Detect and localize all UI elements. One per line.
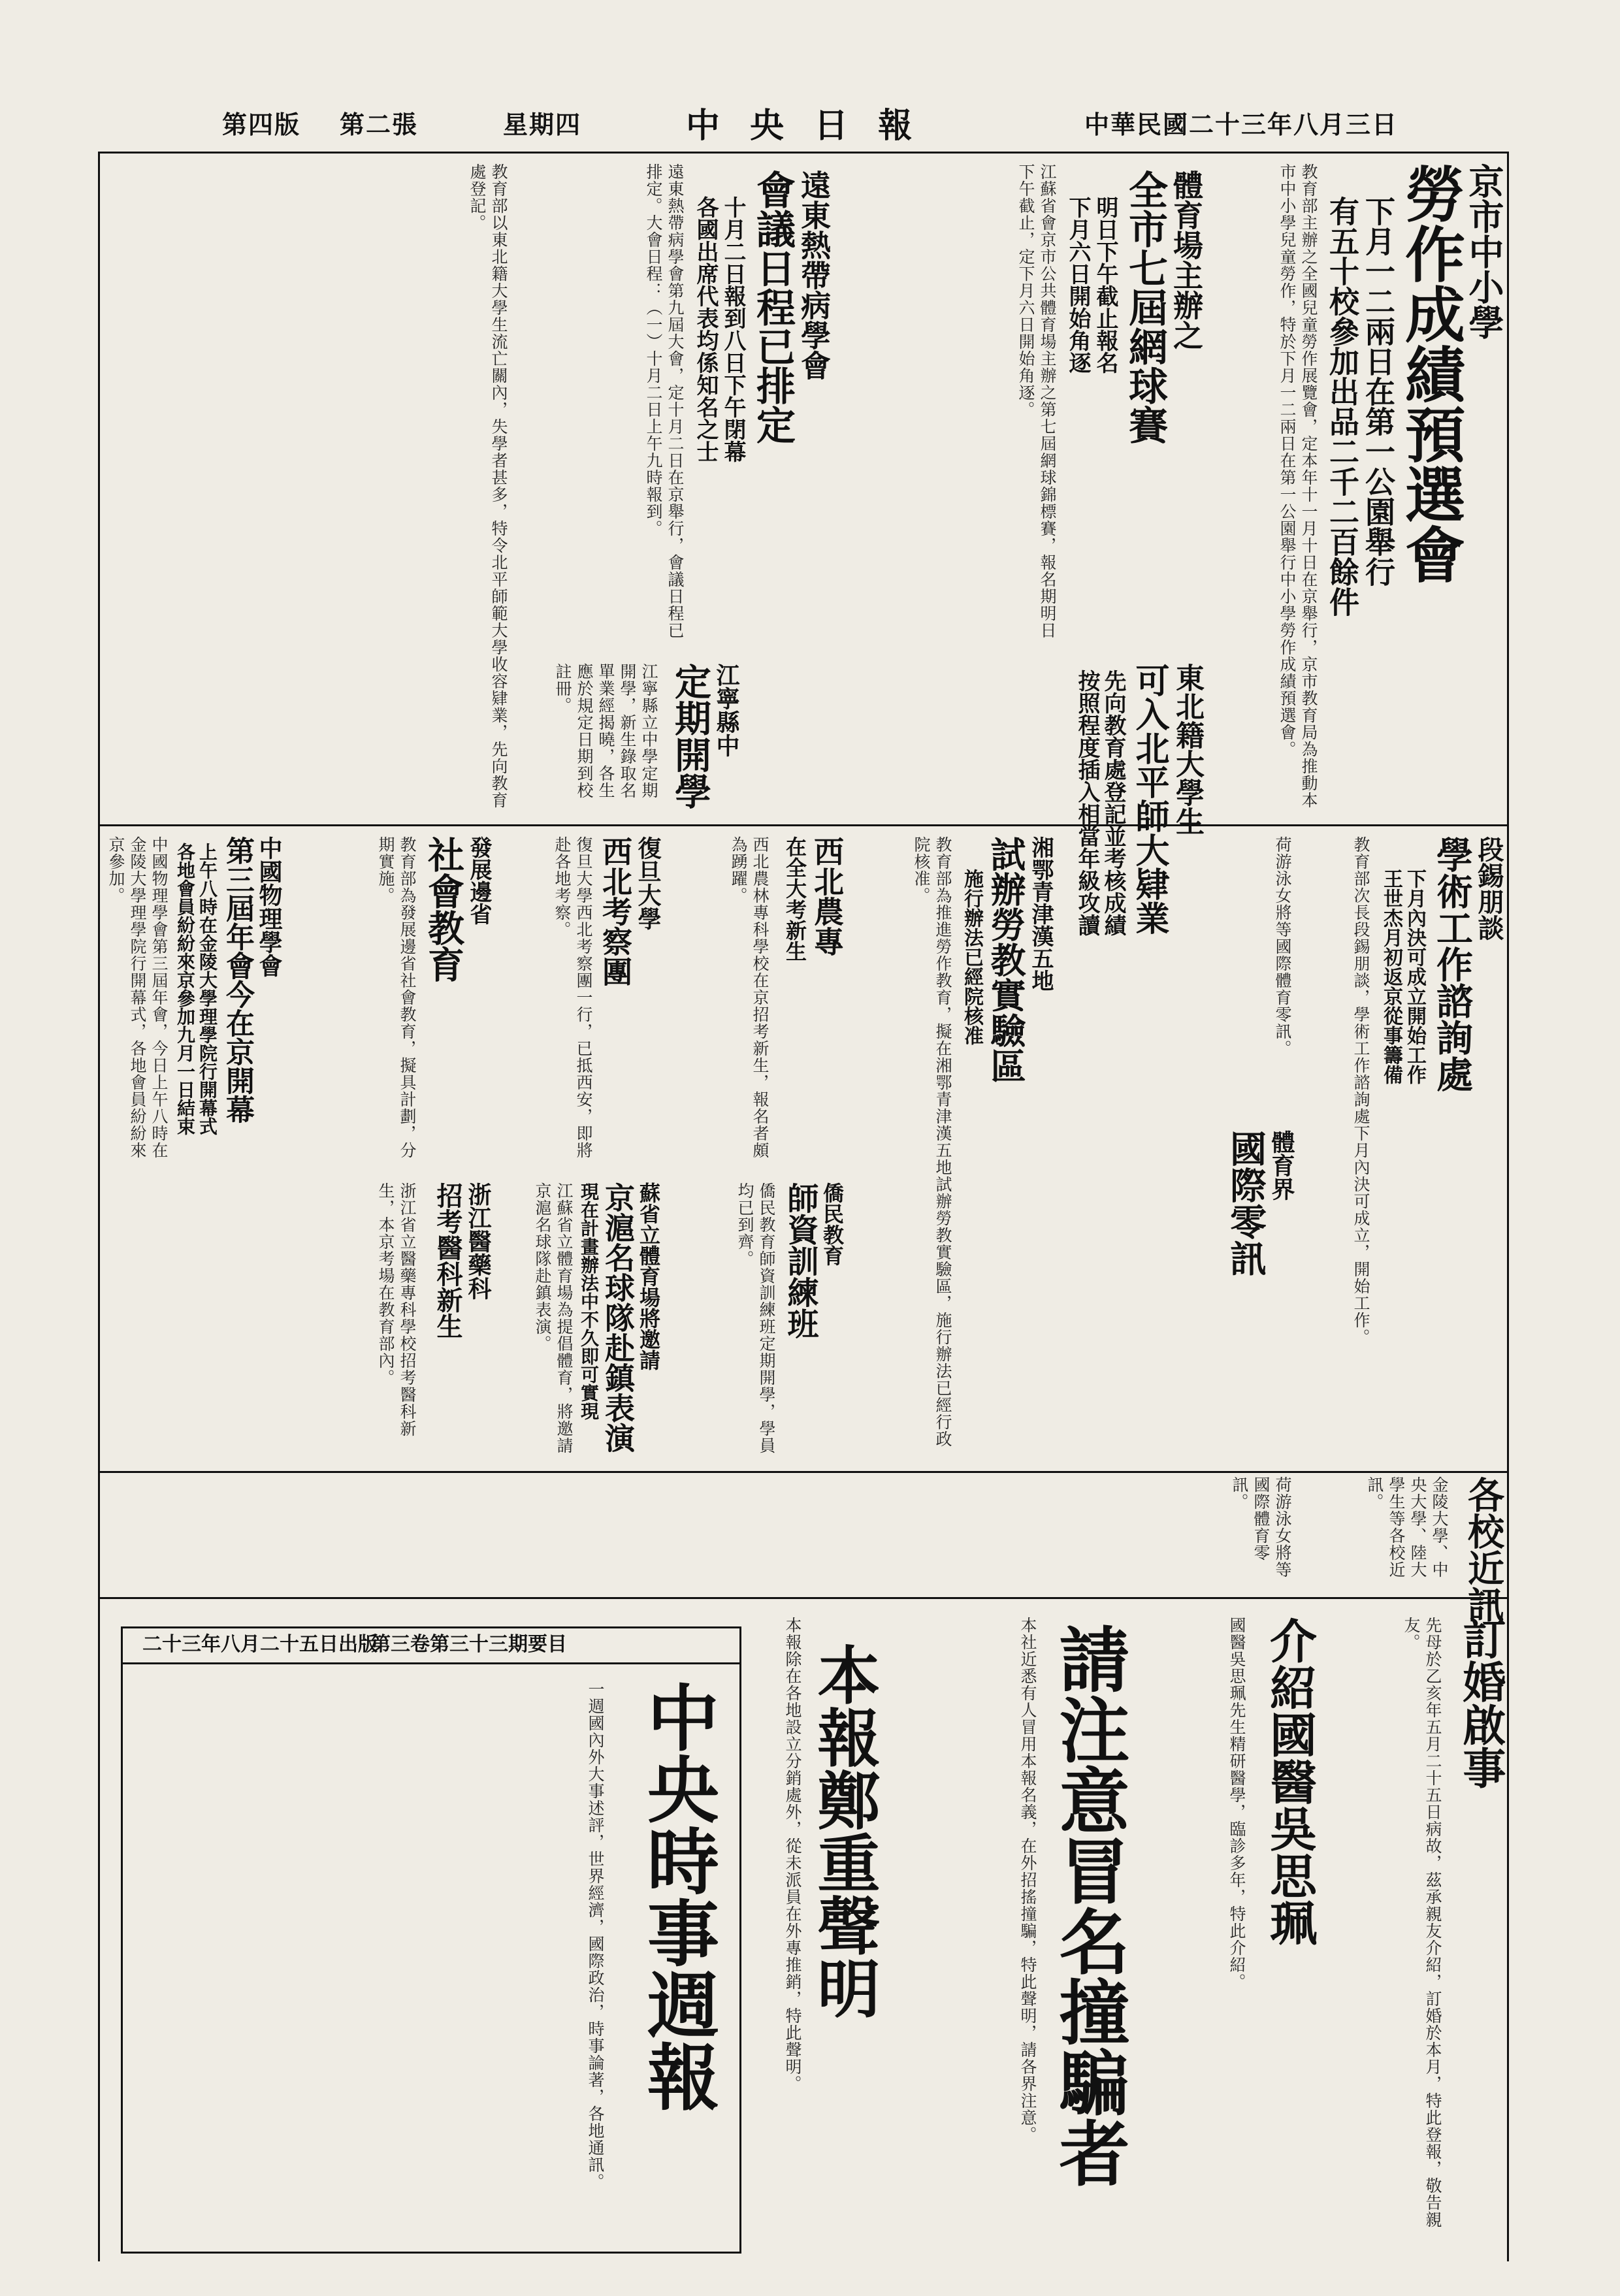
exam-sub1: 下月一二兩日在第一公園舉行: [1361, 196, 1396, 587]
schools-headline: 各校近訊: [1462, 1476, 1505, 1623]
row2-rule: [98, 1471, 1509, 1473]
northeast-sub1: 先向教育處登記並考核成績: [1100, 670, 1126, 936]
doctor-body: 國醫吳思珮先生精研醫學，臨診多年，特此介紹。: [1227, 1617, 1246, 1990]
teacher-headline: 師資訓練班: [782, 1182, 818, 1339]
nw-title: 西北農專: [809, 836, 845, 956]
ad-doctor: [1130, 1604, 1318, 2257]
teacher-title: 僑民教育: [820, 1182, 845, 1266]
tropical-headline: 會議日程已排定: [750, 170, 796, 444]
tennis-headline: 全市七屆網球賽: [1122, 170, 1168, 444]
ad-rule: [98, 1597, 1509, 1599]
teacher-body: 僑民教育師資訓練班定期開學，學員均已到齊。: [736, 1182, 776, 1454]
masthead-sheet: 第二張: [340, 110, 419, 139]
row1-rule: [98, 824, 1509, 826]
article-ball: [496, 1176, 660, 1466]
labor-title: 湘鄂青津漢五地: [1028, 836, 1054, 992]
ad-notice: [882, 1604, 1129, 2257]
tropical-body: 遠東熱帶病學會第九屆大會，定十月二日在京舉行，會議日程已排定。大會日程：（一）十月二日上午九時報到。: [644, 163, 685, 639]
masthead-paper: 中 央 日 報: [686, 106, 922, 146]
exam-body: 教育部主辦之全國兒童勞作展覽會，定本年十一月十日在京舉行，京市教育局為推動本市中小學兒童勞作，特於下月一二兩日在第一公園舉行中小學勞作成績預選會。: [1278, 163, 1318, 809]
physics-sub2: 各地會員紛紛來京參加九月一日結束: [174, 843, 196, 1135]
exam-sub2: 有五十校參加出品二千二百餘件: [1325, 196, 1360, 617]
ball-headline: 京滬名球隊赴鎮表演: [600, 1182, 636, 1453]
masthead-date: 中華民國二十三年八月三日: [1084, 110, 1399, 139]
social-title: 發展邊省: [466, 836, 492, 925]
nw-body: 西北農林專科學校在京招考新生，報名者頗為踴躍。: [729, 836, 770, 1159]
notice-body: 本社近悉有人冒用本報名義，在外招搖撞騙，特此聲明，請各界注意。: [1018, 1617, 1037, 2143]
left-column-body: 教育部以東北籍大學生流亡關內，失學者甚多，特令北平師範大學收容肄業，先向教育處登記。: [468, 163, 508, 809]
article-jiangning: [516, 656, 738, 820]
article-sport: [1058, 830, 1293, 1466]
weekly-date: 二十三年八月二十五日出版: [142, 1633, 378, 1656]
statement-body: 本報除在各地設立分銷處外，從未派員在外專推銷，特此聲明。: [783, 1617, 802, 2092]
duan-title: 段錫朋談: [1474, 836, 1504, 941]
doctor-title: 介紹國醫吳思珮: [1262, 1617, 1318, 1946]
article-schools: [1300, 1476, 1505, 1623]
fudan-title: 復旦大學: [634, 836, 662, 930]
northeast-sub2: 按照程度插入相當年級攻讀: [1074, 670, 1100, 936]
article-teacher: [666, 1176, 843, 1466]
zhejiang-title: 浙江醫藥科: [464, 1182, 492, 1300]
engagement-title: 訂婚啟事: [1455, 1617, 1506, 1789]
northeast-headline: 可入北平師大肄業: [1129, 663, 1169, 935]
duan-headline: 學術工作諮詢處: [1431, 836, 1474, 1092]
ball-title: 蘇省立體育場將邀請: [636, 1182, 661, 1370]
exam-continued: [1208, 660, 1502, 820]
tropical-sub1: 十月二日報到八日下午閉幕: [720, 196, 746, 462]
duan-body: 教育部次長段錫朋談，學術工作諮詢處下月內決可成立，開始工作。: [1352, 836, 1370, 1346]
weekly-title: 中央時事週報: [636, 1681, 720, 2112]
fudan-headline: 西北考察團: [598, 836, 633, 986]
notice-title: 請注意冒名撞騙者: [1047, 1623, 1129, 2188]
weekly-rule: [123, 1662, 739, 1664]
ball-body: 江蘇省立體育場為提倡體育，將邀請京滬名球隊赴鎮表演。: [533, 1182, 574, 1454]
article-tennis: [836, 157, 1202, 653]
tennis-title: 體育場主辦之: [1169, 170, 1204, 350]
ad-statement: [751, 1604, 881, 2257]
article-tropical: [516, 157, 830, 653]
masthead-weekday: 星期四: [503, 110, 582, 139]
zhejiang-body: 浙江省立醫藥專科學校招考醫科新生，本京考場在教育部內。: [376, 1182, 417, 1437]
engagement-body: 先母於乙亥年五月二十五日病故，茲承親友介紹，訂婚於本月，特此登報，敬告親友。: [1402, 1617, 1442, 2228]
social-headline: 社會教育: [422, 836, 465, 982]
zhejiang-headline: 招考醫科新生: [432, 1182, 463, 1339]
jiangning-body: 江寧縣立中學定期開學，新生錄取名單業經揭曉，各生應於規定日期到校註冊。: [553, 663, 658, 799]
exam-headline: 勞作成績預選會: [1395, 163, 1466, 584]
ball-sub1: 現在計畫辦法中不久即可實現: [578, 1182, 600, 1420]
row3-text: [105, 1476, 1293, 1594]
nw-headline: 在全大考新生: [783, 836, 807, 962]
masthead-page: 第四版: [222, 110, 301, 139]
physics-body: 中國物理學會第三屆年會，今日上午八時在金陵大學理學院行開幕式，各地會員紛紛來京參加。: [106, 836, 169, 1159]
ad-engagement: [1320, 1604, 1506, 2257]
sport-body: 荷游泳女將等國際體育零訊。: [1273, 836, 1292, 1057]
left-column-text: [105, 157, 510, 820]
northeast-title: 東北籍大學生: [1171, 663, 1204, 835]
physics-headline: 第三屆年會今在京開幕: [221, 836, 254, 1124]
tropical-title: 遠東熱帶病學會: [796, 170, 832, 380]
article-duan: [1300, 830, 1502, 1466]
duan-sub1: 下月內決可成立開始工作: [1403, 869, 1426, 1084]
physics-title: 中國物理學會: [255, 836, 283, 977]
social-body: 教育部為發展邊省社會教育，擬具計劃，分期實施。: [376, 836, 417, 1159]
schools-body: 金陵大學、中央大學、陸大學生等各校近訊。: [1365, 1476, 1449, 1578]
article-physics: [105, 830, 281, 1169]
tennis-sub2: 下月六日開始角逐: [1065, 196, 1091, 374]
jiangning-headline: 定期開學: [669, 663, 712, 809]
physics-sub1: 上午八時在金陵大學理學院行開幕式: [197, 843, 218, 1135]
left-border: [98, 152, 100, 2261]
exam-title: 京市中小學: [1463, 163, 1505, 340]
tennis-sub1: 明日下午截止報名: [1092, 196, 1118, 374]
sport-title: 體育界: [1268, 1130, 1295, 1201]
article-fudan: [496, 830, 660, 1169]
weekly-header: 第三卷第三十三期要目: [371, 1633, 567, 1656]
tennis-body: 江蘇省會京市公共體育場主辦之第七屆網球錦標賽，報名期明日下午截止，定下月六日開始角逐。: [1016, 163, 1057, 639]
labor-headline: 試辦勞教實驗區: [985, 836, 1027, 1083]
tropical-sub2: 各國出席代表均係知名之士: [692, 196, 719, 462]
article-social: [287, 830, 490, 1169]
weekly-body: 一週國內外大事述評，世界經濟，國際政治，時事論著，各地通訊。: [586, 1681, 605, 2190]
article-labor: [849, 830, 1052, 1466]
duan-sub2: 王世杰月初返京從事籌備: [1380, 869, 1402, 1084]
row3-body: 荷游泳女將等國際體育零訊。: [1230, 1476, 1292, 1578]
right-border: [1507, 152, 1509, 2261]
labor-body: 教育部為推進勞作教育，擬在湘鄂青津漢五地試辦勞教實驗區，施行辦法已經行政院核准。: [912, 836, 952, 1447]
jiangning-title: 江寧縣中: [713, 663, 740, 757]
ad-weekly: [121, 1626, 741, 2254]
labor-sub1: 施行辦法已經院核准: [960, 869, 983, 1045]
sport-headline: 國際零訊: [1224, 1130, 1267, 1276]
top-rule: [98, 152, 1509, 154]
fudan-body: 復旦大學西北考察團一行，已抵西安，即將赴各地考察。: [553, 836, 593, 1159]
article-zhejiang: [105, 1176, 490, 1466]
article-nw: [666, 830, 843, 1169]
statement-title: 本報鄭重聲明: [807, 1643, 881, 2019]
